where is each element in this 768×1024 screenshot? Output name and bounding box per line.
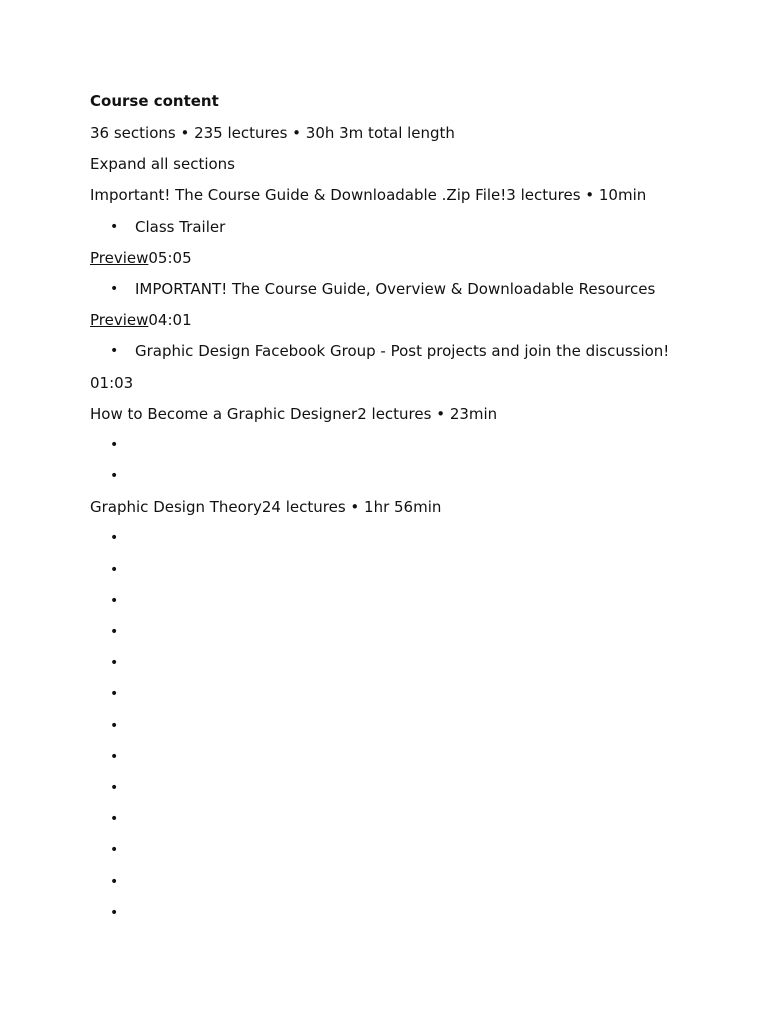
bullet-icon: • <box>110 717 119 734</box>
lecture-duration: 05:05 <box>148 248 192 267</box>
lecture-title: Class Trailer <box>135 217 226 236</box>
lecture-item <box>90 342 750 373</box>
preview-link[interactable]: Preview <box>90 311 149 330</box>
lecture-title: Graphic Design Facebook Group - Post projects and join the discussion! <box>135 342 670 361</box>
bullet-icon: • <box>110 218 119 235</box>
list-item <box>90 654 750 685</box>
bullet-icon: • <box>110 904 119 921</box>
bullet-icon: • <box>110 624 119 640</box>
lecture-meta <box>90 311 750 342</box>
list-item <box>90 561 750 592</box>
bullet-icon: • <box>110 468 119 485</box>
bullet-icon: • <box>110 530 119 547</box>
bullet-icon: • <box>110 873 119 890</box>
bullet-icon: • <box>110 655 119 672</box>
list-item <box>90 685 750 716</box>
lecture-duration: 04:01 <box>148 311 192 330</box>
section-heading[interactable]: Important! The Course Guide & Downloadable .Zip File!3 lectures • 10min <box>90 186 647 205</box>
course-content-title: Course content <box>90 92 219 110</box>
section-bullet-list <box>90 436 750 498</box>
list-item <box>90 592 750 623</box>
lecture-title: IMPORTANT! The Course Guide, Overview & Downloadable Resources <box>135 279 656 298</box>
course-content <box>90 92 750 935</box>
list-item <box>90 717 750 748</box>
bullet-icon: • <box>110 280 119 297</box>
lecture-item <box>90 280 750 311</box>
list-item <box>90 841 750 872</box>
lecture-meta <box>90 249 750 280</box>
section-heading[interactable]: Graphic Design Theory24 lectures • 1hr 56min <box>90 498 442 517</box>
list-item <box>90 467 750 498</box>
section-heading[interactable]: How to Become a Graphic Designer2 lectures • 23min <box>90 404 498 423</box>
bullet-icon: • <box>110 779 119 796</box>
list-item <box>90 748 750 779</box>
expand-all-sections-button[interactable]: Expand all sections <box>90 155 235 174</box>
list-item <box>90 873 750 904</box>
bullet-icon: • <box>110 748 119 765</box>
lecture-duration: 01:03 <box>90 373 134 392</box>
list-item <box>90 904 750 935</box>
bullet-icon: • <box>110 561 119 578</box>
list-item <box>90 779 750 810</box>
bullet-icon: • <box>110 592 119 609</box>
bullet-icon: • <box>110 842 119 859</box>
preview-link[interactable]: Preview <box>90 248 149 267</box>
bullet-icon: • <box>110 343 119 360</box>
list-item <box>90 623 750 654</box>
section-bullet-list <box>90 529 750 934</box>
list-item <box>90 529 750 560</box>
list-item <box>90 810 750 841</box>
bullet-icon: • <box>110 436 119 453</box>
bullet-icon: • <box>110 811 119 828</box>
bullet-icon: • <box>110 686 119 703</box>
course-summary: 36 sections • 235 lectures • 30h 3m total length <box>90 124 455 142</box>
list-item <box>90 436 750 467</box>
lecture-item <box>90 218 750 249</box>
